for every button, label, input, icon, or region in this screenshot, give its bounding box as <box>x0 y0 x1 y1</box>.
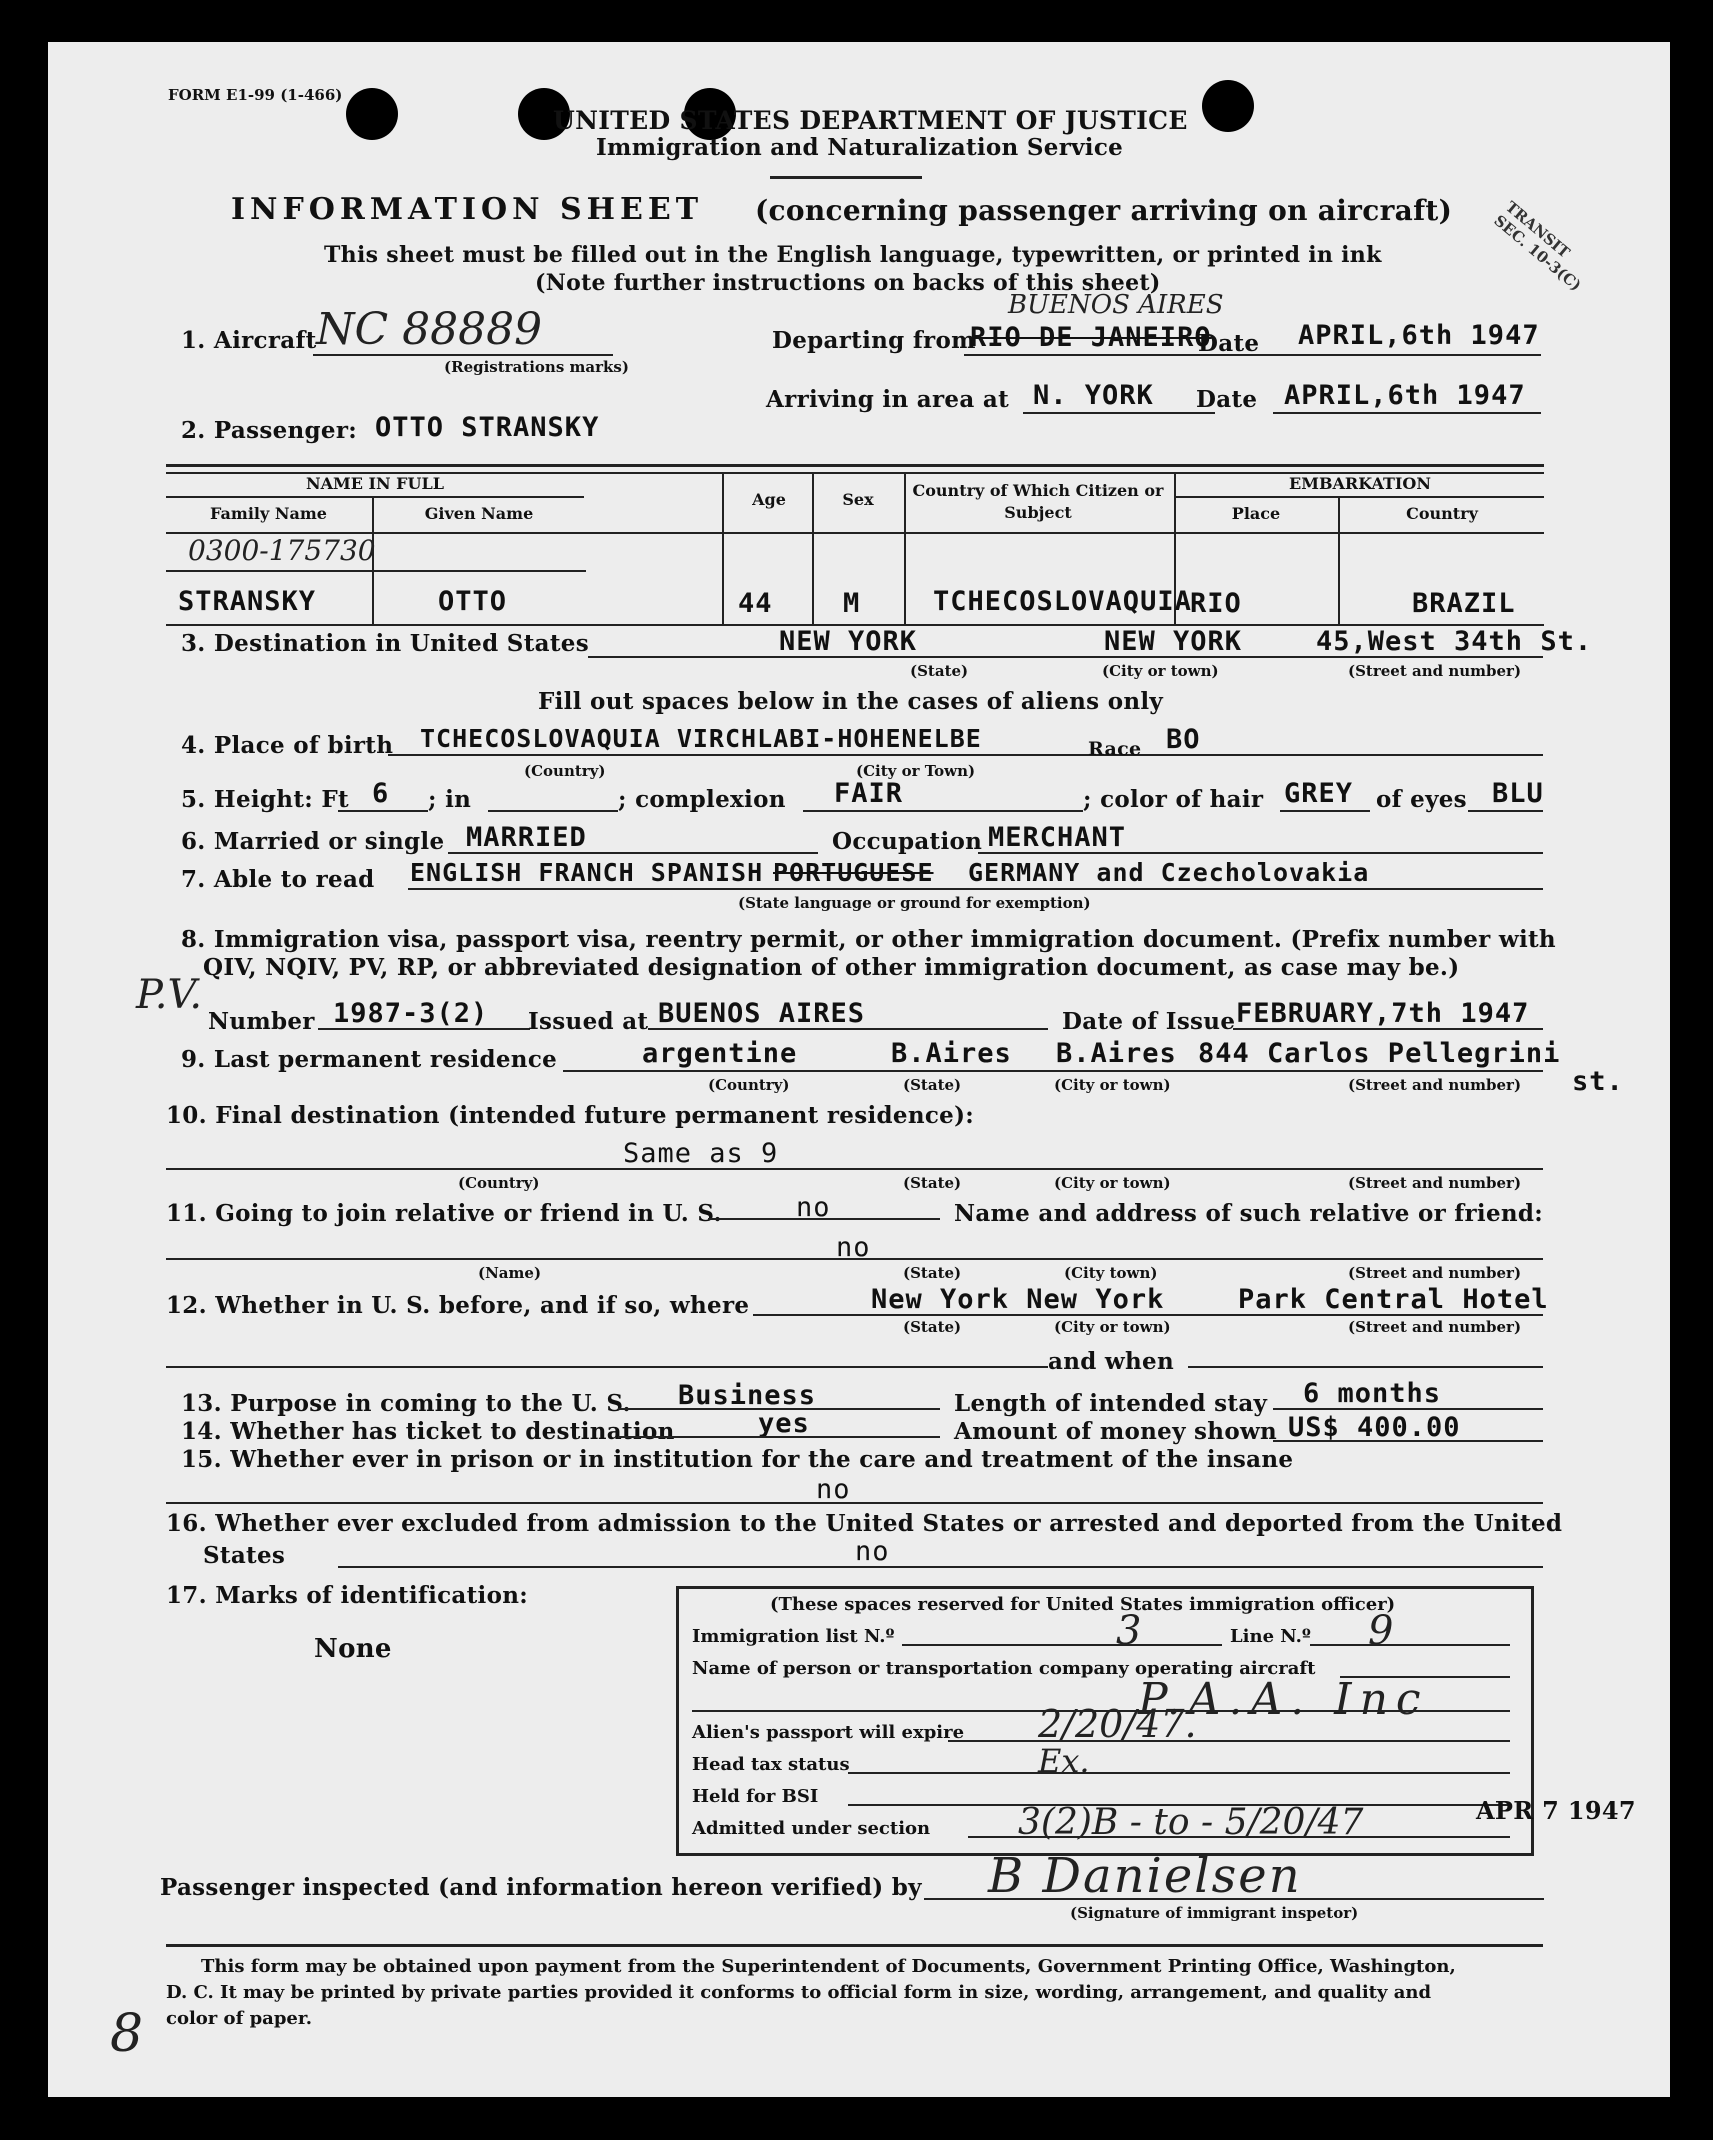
residence-city-caption: (City or town) <box>1054 1076 1171 1094</box>
birthplace-line <box>388 754 1168 756</box>
visa-number-line <box>318 1028 530 1030</box>
height-inches-label: ; in <box>428 786 472 813</box>
last-residence-line <box>563 1070 1543 1072</box>
ticket-label: 14. Whether has ticket to destination <box>181 1418 675 1445</box>
issue-date-label: Date of Issue <box>1062 1008 1236 1035</box>
head-tax-line <box>848 1772 1510 1774</box>
departing-label: Departing from <box>772 327 976 354</box>
stay-length-value: 6 months <box>1303 1378 1442 1409</box>
destination-label: 3. Destination in United States <box>181 630 589 657</box>
sex-value: M <box>843 588 861 619</box>
head-tax-label: Head tax status <box>692 1754 850 1775</box>
departure-date-label: Date <box>1198 330 1260 357</box>
birthplace-value: TCHECOSLOVAQUIA VIRCHLABI-HOHENELBE <box>420 724 982 753</box>
embarkation-header: EMBARKATION <box>1289 474 1431 493</box>
final-destination-value: Same as 9 <box>623 1138 779 1169</box>
passport-expiry-label: Alien's passport will expire <box>692 1722 965 1743</box>
money-label: Amount of money shown <box>954 1418 1278 1445</box>
departure-date-line <box>1263 354 1541 356</box>
last-residence-street: 844 Carlos Pellegrini <box>1198 1038 1561 1069</box>
visa-prefix-handwritten: P.V. <box>136 972 203 1018</box>
footer-line-2: D. C. It may be printed by private parties provided it conforms to official form in size, wording, arrangement, and quality and <box>166 1982 1432 2003</box>
immigration-list-line <box>902 1644 1222 1646</box>
given-name-header: Given Name <box>424 504 534 523</box>
join-relative-line <box>708 1218 940 1220</box>
passport-expiry-value: 2/20/47. <box>1038 1702 1197 1746</box>
occupation-line <box>978 852 1543 854</box>
signature-line <box>924 1898 1544 1900</box>
previous-visit-label: 12. Whether in U. S. before, and if so, where <box>166 1292 750 1319</box>
citizen-value: TCHECOSLOVAQUIA <box>933 586 1192 617</box>
marital-label: 6. Married or single <box>181 828 445 855</box>
hair-value: GREY <box>1284 778 1354 809</box>
form-sheet <box>48 42 1670 2097</box>
excluded-value: no <box>855 1536 890 1567</box>
destination-city-caption: (City or town) <box>1102 662 1219 680</box>
last-residence-street-2: st. <box>1572 1066 1624 1097</box>
officer-box-header: (These spaces reserved for United States immigration officer) <box>770 1594 1396 1615</box>
languages-caption: (State language or ground for exemption) <box>738 894 1091 912</box>
passenger-value: OTTO STRANSKY <box>375 412 600 443</box>
aliens-only-note: Fill out spaces below in the cases of aliens only <box>538 688 1164 715</box>
age-value: 44 <box>738 588 773 619</box>
purpose-label: 13. Purpose in coming to the U. S. <box>181 1390 631 1417</box>
table-top-rule <box>166 464 1544 467</box>
languages-struck: PORTUGUESE <box>773 858 934 887</box>
languages-line <box>408 888 1543 890</box>
destination-street: 45,West 34th St. <box>1316 626 1593 657</box>
height-inches-line <box>488 810 618 812</box>
last-residence-state: B.Aires <box>891 1038 1012 1069</box>
held-bsi-label: Held for BSI <box>692 1786 819 1807</box>
department-title: UNITED STATES DEPARTMENT OF JUSTICE <box>553 106 1188 135</box>
issued-at-label: Issued at <box>528 1008 649 1035</box>
registration-caption: (Registrations marks) <box>444 358 629 376</box>
height-label: 5. Height: Ft <box>181 786 349 813</box>
residence-street-caption: (Street and number) <box>1348 1076 1522 1094</box>
footer-line-3: color of paper. <box>166 2008 312 2029</box>
passport-expiry-line <box>948 1740 1510 1742</box>
complexion-value: FAIR <box>834 778 904 809</box>
previous-visit-value-2: Park Central Hotel <box>1238 1284 1549 1315</box>
when-label: and when <box>1048 1348 1174 1375</box>
money-value: US$ 400.00 <box>1288 1412 1461 1443</box>
instructions-line-1: This sheet must be filled out in the English language, typewritten, or printed in ink <box>324 242 1382 268</box>
table-col-line <box>904 474 906 624</box>
last-residence-city: B.Aires <box>1056 1038 1177 1069</box>
table-col-line <box>812 474 814 624</box>
last-residence-country: argentine <box>642 1038 798 1069</box>
transit-stamp: TRANSIT SEC. 10-3(C) <box>1490 197 1585 295</box>
last-residence-label: 9. Last permanent residence <box>181 1046 558 1073</box>
embark-place-value: RIO <box>1190 588 1242 619</box>
occupation-label: Occupation <box>832 828 983 855</box>
residence-state-caption: (State) <box>903 1076 962 1094</box>
departure-date: APRIL,6th 1947 <box>1298 320 1540 351</box>
final-state-caption: (State) <box>903 1174 962 1192</box>
languages-label: 7. Able to read <box>181 866 375 893</box>
final-street-caption: (Street and number) <box>1348 1174 1522 1192</box>
join-relative-value: no <box>796 1192 831 1223</box>
aircraft-value: NC 88889 <box>316 304 543 355</box>
table-col-line <box>722 474 724 624</box>
aircraft-line <box>313 354 613 356</box>
residence-country-caption: (Country) <box>708 1076 790 1094</box>
service-title: Immigration and Naturalization Service <box>596 134 1124 161</box>
header-divider <box>770 176 922 179</box>
issue-date-value: FEBRUARY,7th 1947 <box>1236 998 1530 1029</box>
sheet-title: INFORMATION SHEET <box>231 192 704 227</box>
excluded-line <box>338 1566 1543 1568</box>
citizen-header: Country of Which Citizen or Subject <box>912 481 1164 522</box>
money-line <box>1273 1440 1543 1442</box>
excluded-label: 16. Whether ever excluded from admission to the United States or arrested and deported from the United <box>166 1510 1563 1537</box>
destination-state: NEW YORK <box>779 626 918 657</box>
race-label: Race <box>1088 738 1142 760</box>
name-in-full-header: NAME IN FULL <box>305 474 444 493</box>
sex-header: Sex <box>842 490 874 509</box>
footer-line-1: This form may be obtained upon payment from the Superintendent of Documents, Government Printing Office, Washington, <box>201 1956 1456 1977</box>
family-name-header: Family Name <box>210 504 327 523</box>
arrival-date-line <box>1273 412 1541 414</box>
given-name-value: OTTO <box>438 586 508 617</box>
purpose-value: Business <box>678 1380 817 1411</box>
immigration-list-value: 3 <box>1116 1608 1142 1654</box>
line-number-line <box>1310 1644 1510 1646</box>
inspector-signature: B Danielsen <box>988 1848 1302 1904</box>
family-name-value: STRANSKY <box>178 586 317 617</box>
race-value: BO <box>1166 724 1201 755</box>
final-city-caption: (City or town) <box>1054 1174 1171 1192</box>
embark-header-rule <box>1176 496 1544 498</box>
passenger-label: 2. Passenger: <box>181 417 358 444</box>
insane-institution-label: 15. Whether ever in prison or in institution for the care and treatment of the insane <box>181 1446 1294 1473</box>
departing-struck-value: RIO DE JANEIRO <box>970 322 1212 353</box>
embark-country-value: BRAZIL <box>1412 588 1516 619</box>
birthplace-label: 4. Place of birth <box>181 732 394 759</box>
visit-city-caption: (City or town) <box>1054 1318 1171 1336</box>
marital-line <box>448 852 818 854</box>
visit-state-caption: (State) <box>903 1318 962 1336</box>
eyes-value: BLU <box>1492 778 1544 809</box>
final-country-caption: (Country) <box>458 1174 540 1192</box>
insane-institution-value: no <box>816 1474 851 1505</box>
relative-name-caption: (Name) <box>478 1264 542 1282</box>
country-header: Country <box>1406 504 1478 523</box>
file-number: 0300-175730 <box>188 534 376 567</box>
arriving-value: N. YORK <box>1033 380 1154 411</box>
issue-date-line <box>1233 1028 1543 1030</box>
company-label: Name of person or transportation company operating aircraft <box>692 1658 1316 1679</box>
table-mid-rule <box>166 570 586 572</box>
excluded-label-2: States <box>203 1542 286 1569</box>
previous-visit-line <box>753 1314 1543 1316</box>
signature-caption: (Signature of immigrant inspetor) <box>1070 1904 1359 1922</box>
height-feet-line <box>338 810 428 812</box>
aircraft-label: 1. Aircraft <box>181 327 317 354</box>
visa-label: 8. Immigration visa, passport visa, reentry permit, or other immigration document. (Prefix number with <box>181 926 1556 953</box>
admitted-section-label: Admitted under section <box>692 1818 931 1839</box>
relative-street-caption: (Street and number) <box>1348 1264 1522 1282</box>
languages-value: ENGLISH FRANCH SPANISH <box>410 858 764 887</box>
admission-stamp-date: APR 7 1947 <box>1476 1796 1636 1825</box>
arrival-date-label: Date <box>1196 386 1258 413</box>
identification-marks-value: None <box>314 1634 392 1664</box>
arrival-date: APRIL,6th 1947 <box>1284 380 1526 411</box>
visa-number-label: Number <box>208 1008 315 1035</box>
admitted-section-line <box>968 1836 1510 1838</box>
visit-when-line-right <box>1188 1366 1543 1368</box>
relative-name-line <box>166 1258 1543 1260</box>
issued-at-value: BUENOS AIRES <box>658 998 866 1029</box>
final-destination-line <box>166 1168 1543 1170</box>
birth-city-caption: (City or Town) <box>856 762 976 780</box>
name-header-rule <box>166 496 584 498</box>
race-line <box>1148 754 1543 756</box>
visa-number: 1987-3(2) <box>333 998 489 1029</box>
visit-street-caption: (Street and number) <box>1348 1318 1522 1336</box>
previous-visit-value: New York New York <box>871 1284 1165 1315</box>
inspection-label: Passenger inspected (and information hereon verified) by <box>160 1874 922 1901</box>
form-number: FORM E1-99 (1-466) <box>168 86 343 104</box>
relative-name-value: no <box>836 1232 871 1263</box>
punch-hole <box>346 88 398 140</box>
eyes-label: of eyes <box>1376 786 1467 813</box>
relative-city-caption: (City town) <box>1064 1264 1158 1282</box>
arriving-line <box>1023 412 1215 414</box>
visa-label-2: QIV, NQIV, PV, RP, or abbreviated designation of other immigration document, as case may be.) <box>203 954 1460 981</box>
table-col-line <box>1338 498 1340 624</box>
marital-value: MARRIED <box>466 822 587 853</box>
sheet-subtitle: (concerning passenger arriving on aircraft) <box>755 194 1453 227</box>
destination-street-caption: (Street and number) <box>1348 662 1522 680</box>
age-header: Age <box>752 490 786 509</box>
punch-hole <box>1202 80 1254 132</box>
line-number-label: Line N.º <box>1230 1626 1311 1647</box>
issued-at-line <box>648 1028 1048 1030</box>
instructions-line-2: (Note further instructions on backs of this sheet) <box>535 270 1161 296</box>
birth-country-caption: (Country) <box>524 762 606 780</box>
destination-state-caption: (State) <box>910 662 969 680</box>
hair-label: ; color of hair <box>1083 786 1264 813</box>
relative-name-label: Name and address of such relative or friend: <box>954 1200 1544 1227</box>
final-destination-label: 10. Final destination (intended future permanent residence): <box>166 1102 975 1129</box>
ticket-line <box>618 1436 940 1438</box>
eyes-line <box>1468 810 1543 812</box>
footer-rule <box>166 1944 1543 1947</box>
languages-value-2: GERMANY and Czecholovakia <box>968 858 1370 887</box>
relative-state-caption: (State) <box>903 1264 962 1282</box>
stay-length-line <box>1273 1408 1543 1410</box>
complexion-line <box>803 810 1083 812</box>
admitted-section-value: 3(2)B - to - 5/20/47 <box>1018 1802 1364 1843</box>
identification-marks-label: 17. Marks of identification: <box>166 1582 529 1609</box>
destination-city: NEW YORK <box>1104 626 1243 657</box>
visit-when-line-left <box>166 1366 1048 1368</box>
ticket-value: yes <box>758 1408 810 1439</box>
hair-line <box>1280 810 1370 812</box>
stay-length-label: Length of intended stay <box>954 1390 1268 1417</box>
line-number-value: 9 <box>1368 1608 1394 1654</box>
occupation-value: MERCHANT <box>988 822 1127 853</box>
place-header: Place <box>1231 504 1281 523</box>
height-feet: 6 <box>372 778 390 809</box>
head-tax-value: Ex. <box>1038 1742 1090 1780</box>
arriving-label: Arriving in area at <box>766 386 1009 413</box>
complexion-label: ; complexion <box>618 786 786 813</box>
page-mark: 8 <box>110 2004 144 2064</box>
insane-institution-line <box>166 1502 1543 1504</box>
join-relative-label: 11. Going to join relative or friend in U. S. <box>166 1200 722 1227</box>
departing-handwritten: BUENOS AIRES <box>1008 290 1224 320</box>
immigration-list-label: Immigration list N.º <box>692 1626 895 1647</box>
company-value: P.A.A. Inc <box>1138 1674 1429 1725</box>
